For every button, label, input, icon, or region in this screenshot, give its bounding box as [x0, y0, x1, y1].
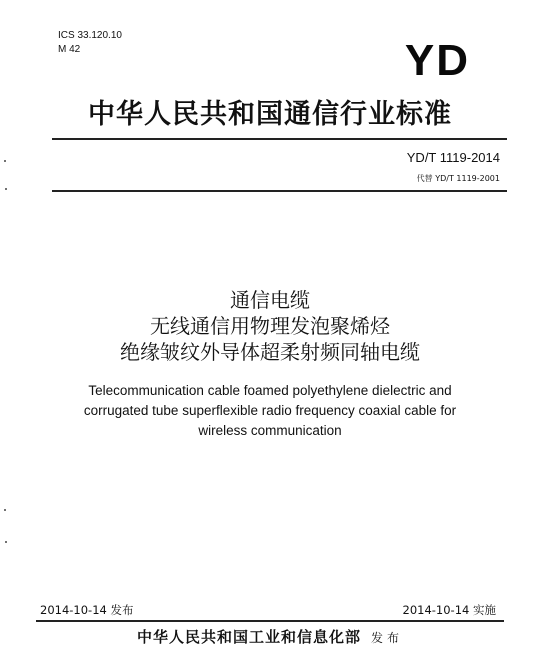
replaces-note: 代替 YD/T 1119-2001 — [416, 174, 500, 183]
scan-speck — [5, 188, 7, 190]
cn-title-line-3: 绝缘皱纹外导体超柔射频同轴电缆 — [120, 340, 420, 364]
cn-title-line-2: 无线通信用物理发泡聚烯烃 — [150, 314, 390, 338]
footer-rule — [36, 620, 504, 622]
standard-number: YD/T 1119-2014 — [406, 150, 500, 165]
cn-title-line-1: 通信电缆 — [230, 288, 310, 312]
implementation-date: 2014-10-14 实施 — [402, 603, 496, 617]
en-title-line-3: wireless communication — [198, 423, 342, 438]
standard-category-title: 中华人民共和国通信行业标准 — [88, 99, 452, 130]
scan-speck — [5, 541, 7, 543]
ics-code: ICS 33.120.10 — [58, 30, 122, 41]
publisher-name: 中华人民共和国工业和信息化部 — [136, 628, 361, 646]
ccs-code: M 42 — [58, 44, 81, 55]
number-rule — [52, 190, 507, 192]
issue-date: 2014-10-14 发布 — [40, 603, 134, 617]
publish-verb: 发布 — [371, 631, 404, 645]
scan-speck — [4, 160, 6, 162]
en-title-line-1: Telecommunication cable foamed polyethylene dielectric and — [88, 383, 452, 398]
yd-logo: YD — [404, 36, 470, 85]
scan-speck — [4, 509, 6, 511]
header-rule — [52, 138, 507, 140]
en-title-line-2: corrugated tube superflexible radio frequency coaxial cable for — [83, 403, 457, 418]
publisher-line — [0, 627, 540, 648]
